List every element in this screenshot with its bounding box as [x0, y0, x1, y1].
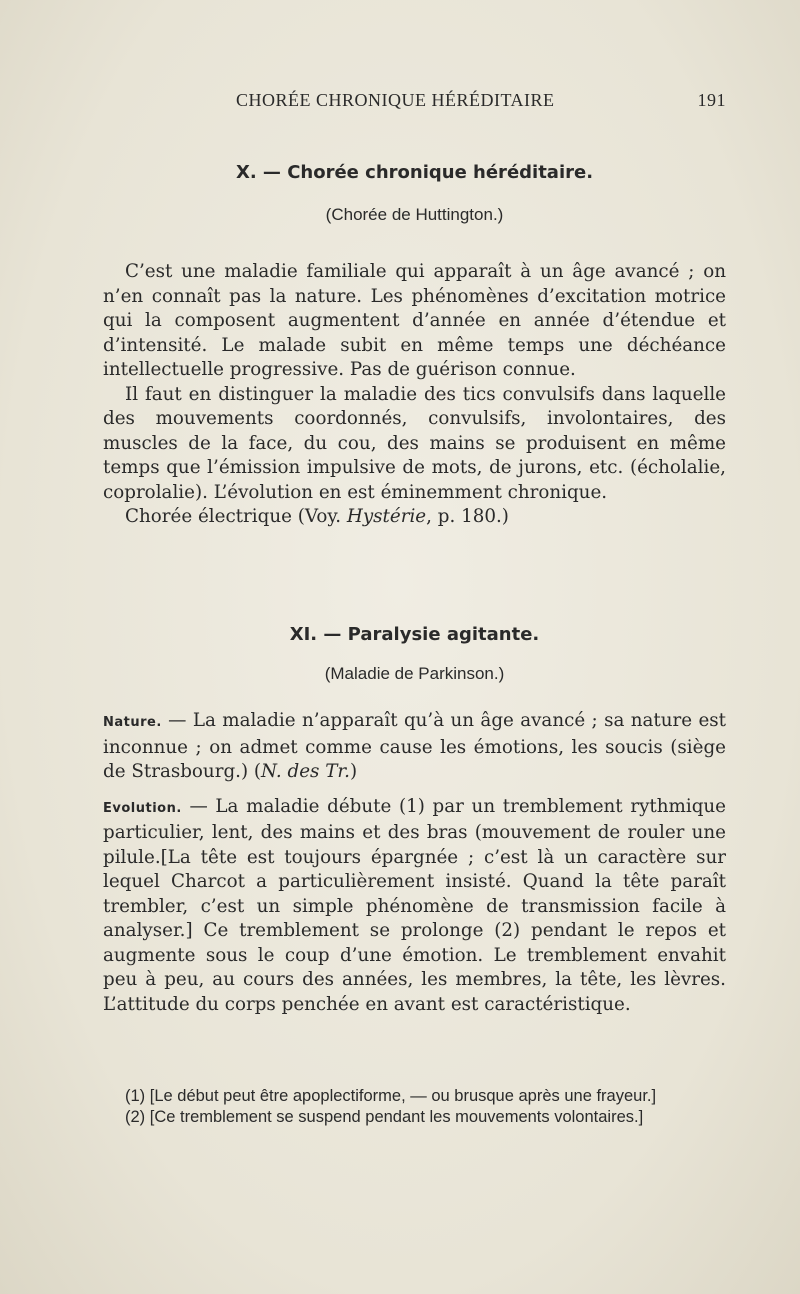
- section-10-subtitle: (Chorée de Huttington.): [325, 205, 504, 224]
- section-11-body: [103, 709, 726, 1017]
- run-in-heading-nature: Nature.: [103, 715, 162, 730]
- text: — La maladie n’apparaît qu’à un âge avancé ; sa nature est inconnue ; on admet comme cause les émotions, les soucis (siège de Strasbourg.) (: [103, 710, 726, 782]
- footnotes: [103, 1086, 726, 1128]
- text: , p. 180.): [426, 506, 509, 527]
- text: ): [349, 761, 358, 782]
- italic-text: Hystérie: [346, 506, 427, 527]
- page-number: 191: [697, 90, 726, 110]
- footnote-2: (2) [Ce tremblement se suspend pendant les mouvements volontaires.]: [125, 1108, 644, 1126]
- paragraph-nature: [103, 709, 726, 785]
- paragraph-evolution: [103, 795, 726, 1018]
- run-in-heading-evolution: Evolution.: [103, 800, 182, 816]
- section-10-title: X. — Chorée chronique héréditaire.: [235, 162, 594, 183]
- paragraph: C’est une maladie familiale qui apparaît à un âge avancé ; on n’en connaît pas la nature. Les phénomènes d’excitation motrice qui la composent augmentent d’année en année d’étendue et d’intensité. Le malade subit en même temps une déchéance intellectuelle progressive. Pas de guérison connue.: [103, 261, 726, 380]
- italic-text: N. des Tr.: [261, 761, 350, 782]
- paragraph: Il faut en distinguer la maladie des tics convulsifs dans laquelle des mouvements coordonnés, convulsifs, involontaires, des muscles de la face, du cou, des mains se produisent en même temps que l’émission impulsive de mots, de jurons, etc. (écholalie, coprolalie). L’évolution en est éminemment chronique.: [103, 383, 726, 503]
- running-title: CHORÉE CHRONIQUE HÉRÉDITAIRE: [236, 90, 555, 110]
- section-10-body: [103, 260, 726, 530]
- paragraph: [103, 505, 726, 530]
- section-11-subtitle: (Maladie de Parkinson.): [324, 664, 505, 683]
- section-11-title: XI. — Paralysie agitante.: [289, 624, 540, 645]
- text: — La maladie débute (1) par un tremblement rythmique particulier, lent, des mains et des bras (mouvement de rouler une pilule.[La tête est toujours épargnée ; c’est là un caractère sur lequel Charcot a particulièrement insisté. Quand la tête paraît trembler, c’est un simple phénomène de transmission facile à analyser.] Ce tremblement se prolonge (2) pendant le repos et augmente sous le coup d’une émotion. Le tremblement envahit peu à peu, au cours des années, les membres, la tête, les lèvres. L’attitude du corps penchée en avant est caractéristique.: [103, 795, 726, 1015]
- text: Chorée électrique (Voy.: [125, 506, 347, 527]
- footnote-1: (1) [Le début peut être apoplectiforme, — ou brusque après une frayeur.]: [125, 1087, 657, 1105]
